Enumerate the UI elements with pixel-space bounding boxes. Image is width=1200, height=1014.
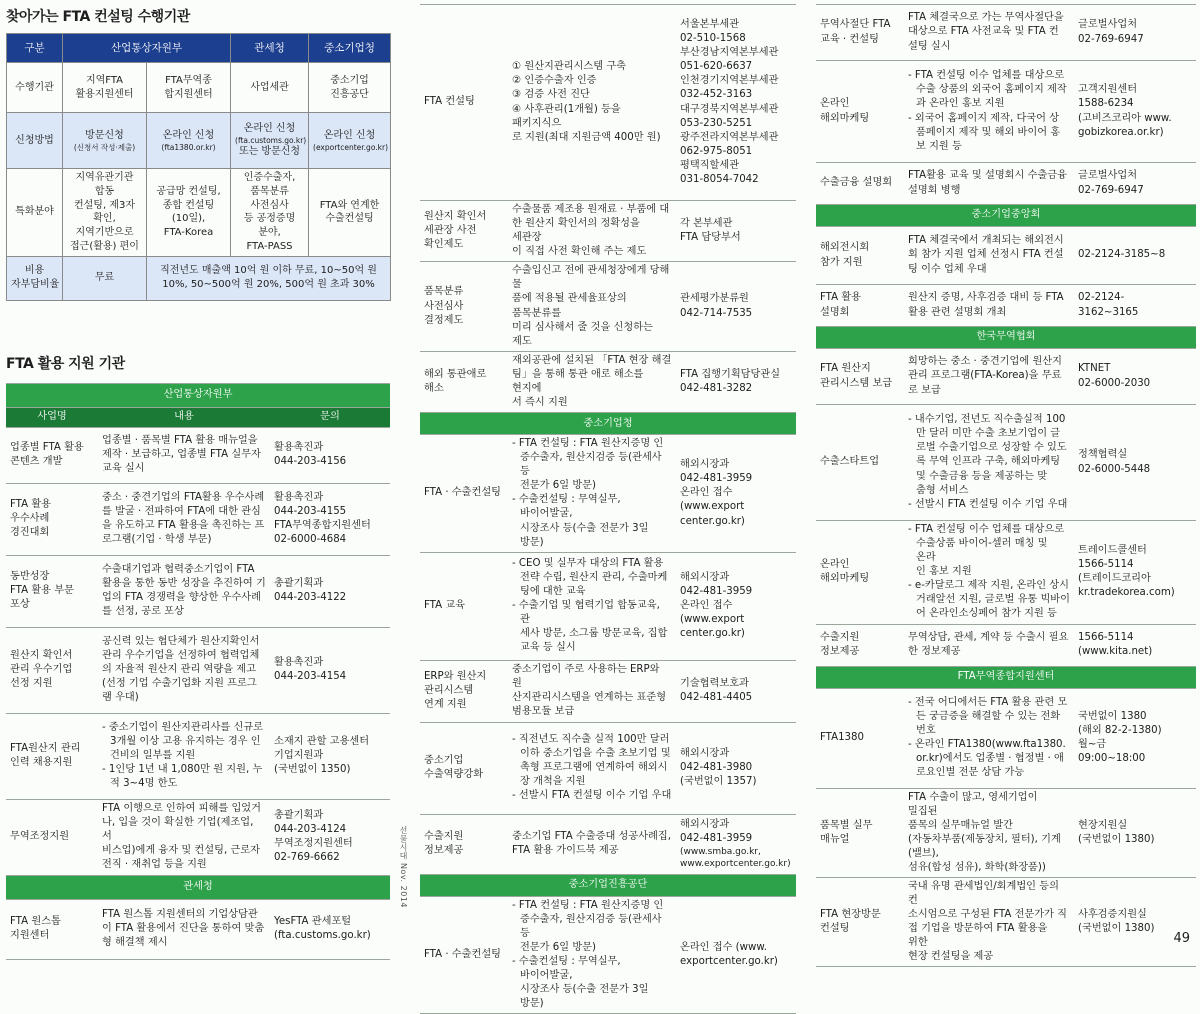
program-content: 무역상담, 관세, 계약 등 수출시 필요 한 정보제공 — [904, 624, 1074, 666]
program-content — [904, 688, 1074, 788]
band-smba: 중소기업청 — [420, 413, 796, 435]
program-contact: 총괄기획과 044-203-4124 무역조정지원센터 02-769-6662 — [270, 799, 390, 875]
bullet-item: - 외국어 홈페이지 제작, 다국어 상 품페이지 제작 및 해외 바이어 홍 보 지원 등 — [908, 112, 1061, 152]
cell: 직전년도 매출액 10억 원 이하 무료, 10~50억 원 10%, 50~500억 원 20%, 500억 원 초과 30% — [147, 256, 391, 300]
program-contact: 온라인 접수 (www. exportcenter.go.kr) — [676, 896, 796, 1014]
table-row — [816, 5, 1196, 61]
table-row — [816, 349, 1196, 405]
program-name: FTA원산지 관리 인력 채용지원 — [6, 713, 98, 799]
program-contact: 소재지 관할 고용센터 기업지원과 (국번없이 1350) — [270, 713, 390, 799]
program-content: FTA 수출이 많고, 영세기업이 밀집된 품목의 실무매뉴얼 발간 (자동차부품(제동장치, 필터), 기계(밸브), 섬유(합성 섬유), 화학(화장품)) — [904, 788, 1074, 877]
program-contact: 글로벌사업처 02-769-6947 — [1074, 5, 1196, 61]
program-name: FTA 교육 — [420, 552, 508, 660]
program-contact: 활용촉진과 044-203-4155 FTA무역종합지원센터 02-6000-4684 — [270, 483, 390, 555]
program-contact: 활용촉진과 044-203-4156 — [270, 427, 390, 483]
program-contact: 해외시장과 042-481-3959 온라인 접수 (www.export center.go.kr) — [676, 435, 796, 553]
program-content: FTA활용 교육 및 설명회시 수출금융 설명회 병행 — [904, 163, 1074, 205]
program-name: FTA1380 — [816, 688, 904, 788]
program-name: 해외 통관애로 해소 — [420, 351, 508, 412]
program-contact: 글로벌사업처 02-769-6947 — [1074, 163, 1196, 205]
bullet-text: 수출컨설팅 : 무역실무, 바이어발굴, 시장조사 등(수출 전문가 3일 방문) — [518, 956, 649, 1010]
step-item: ④ 사후관리(1개월) 등을 패키지식으 로 지원(최대 지원금액 400만 원) — [512, 103, 661, 143]
table-row — [420, 201, 796, 262]
header-smba: 중소기업청 — [309, 34, 391, 63]
table-row — [420, 896, 796, 1014]
bullet-text: e-카달로그 제작 지원, 온라인 상시 거래알선 지원, 글로벌 유통 빅바이 어 온라인소싱페어 참가 지원 등 — [914, 580, 1070, 620]
program-contact: 기술협력보호과 042-481-4405 — [676, 660, 796, 722]
band-customs: 관세청 — [6, 875, 390, 899]
bullet-text: 온라인 FTA1380(www.fta1380. or.kr)에서도 업종별 · 협정별 · 애 로요인별 전문 상담 가능 — [914, 739, 1066, 779]
bullet-text: 내수기업, 전년도 직수출실적 100 만 달러 미만 수출 초보기업이 글 로벌 수출기업으로 성장할 수 있도 록 무역 인프라 구축, 해외마케팅 및 수출금융 등을 제공하는 맞 춤형 서비스 — [914, 414, 1067, 496]
cell — [231, 113, 309, 169]
bullet-text: FTA 컨설팅 : FTA 원산지증명 인 증수출자, 원산지검증 등(관세사 등 전문가 6일 방문) — [518, 899, 664, 953]
apply-method: 온라인 신청 — [323, 130, 376, 142]
bullet-item: - FTA 컨설팅 : FTA 원산지증명 인 증수출자, 원산지검증 등(관세사 등 전문가 6일 방문) — [512, 899, 664, 953]
row-label: 특화분야 — [7, 169, 63, 257]
bullet-text: FTA 컨설팅 이수 업체를 대상으로 수출상품 바이어-셀러 매칭 및 온라 인 홍보 지원 — [914, 524, 1065, 578]
bullet-item: - 전국 어디에서든 FTA 활용 관련 모 든 궁금증을 해결할 수 있는 전화 번호 — [908, 696, 1068, 736]
band-row — [420, 413, 796, 435]
bullet-item: - 1인당 1년 내 1,080만 원 지원, 누 적 3~4명 한도 — [102, 764, 263, 790]
table-row — [816, 405, 1196, 521]
program-contact: 각 본부세관 FTA 담당부서 — [676, 201, 796, 262]
program-name: FTA 현장방문 컨설팅 — [816, 878, 904, 967]
table-row — [420, 435, 796, 553]
table-row-apply — [7, 113, 391, 169]
program-name: FTA · 수출컨설팅 — [420, 896, 508, 1014]
bullet-text: CEO 및 실무자 대상의 FTA 활용 전략 수립, 원산지 관리, 수출마케 팅에 대한 교육 — [518, 557, 668, 598]
section2-title: FTA 활용 지원 기관 — [6, 355, 125, 372]
cell: 지역유관기관 합동 컨설팅, 제3자 확인,지역기반으로 접근(활용) 편이 — [63, 169, 147, 257]
program-name: 수출스타트업 — [816, 405, 904, 521]
program-content: 수출대기업과 협력중소기업이 FTA 활용을 통한 동반 성장을 추진하여 기 업의 FTA 경쟁력을 향상한 우수사례 를 선정, 공로 포상 — [98, 555, 270, 627]
program-contact: 고객지원센터 1588-6234 (고비즈코리아 www. gobizkorea.or.kr) — [1074, 61, 1196, 163]
middle-column — [420, 4, 796, 1014]
program-name: 품목별 실무 매뉴얼 — [816, 788, 904, 877]
program-content — [904, 521, 1074, 625]
bullet-text: 선발시 FTA 컨설팅 이수 기업 우대 — [914, 498, 1068, 510]
program-name: 수출지원 정보제공 — [420, 814, 508, 874]
program-name: 해외전시회 참가 지원 — [816, 227, 904, 285]
program-content — [508, 5, 676, 201]
program-content: FTA 체결국으로 가는 무역사절단을 대상으로 FTA 사전교육 및 FTA 컨 설팅 실시 — [904, 5, 1074, 61]
bullet-item: - 선발시 FTA 컨설팅 이수 기업 우대 — [908, 498, 1068, 510]
program-content — [508, 896, 676, 1014]
program-content: 중소 · 중견기업의 FTA활용 우수사례 를 발굴 · 전파하여 FTA에 대한 관심 을 유도하고 FTA 활용을 촉진하는 프 로그램(기업 · 학생 부문) — [98, 483, 270, 555]
bullet-text: 전국 어디에서든 FTA 활용 관련 모 든 궁금증을 해결할 수 있는 전화 번호 — [914, 696, 1068, 736]
program-contact: 국번없이 1380 (해외 82-2-1380) 월~금 09:00~18:00 — [1074, 688, 1196, 788]
program-content: FTA 체결국에서 개최되는 해외전시 회 참가 지원 업체 선정시 FTA 컨설 팅 이수 업체 우대 — [904, 227, 1074, 285]
program-contact: KTNET 02-6000-2030 — [1074, 349, 1196, 405]
bullet-text: FTA 컨설팅 : FTA 원산지증명 인 증수출자, 원산지검증 등(관세사 등 전문가 6일 방문) — [518, 438, 664, 492]
program-name: 업종별 FTA 활용 콘텐츠 개발 — [6, 427, 98, 483]
program-name: 품목분류 사전심사 결정제도 — [420, 262, 508, 351]
bullet-item: - FTA 컨설팅 : FTA 원산지증명 인 증수출자, 원산지검증 등(관세사 등 전문가 6일 방문) — [512, 438, 664, 492]
step-item: ② 인증수출자 인증 — [512, 75, 597, 87]
table-row — [816, 521, 1196, 625]
program-name: 원산지 확인서 관리 우수기업 선정 지원 — [6, 627, 98, 713]
table-row — [420, 722, 796, 814]
table-row — [6, 899, 390, 959]
program-name: 무역사절단 FTA 교육 · 컨설팅 — [816, 5, 904, 61]
bullet-item: - FTA 컨설팅 이수 업체를 대상으로 수출 상품의 외국어 홈페이지 제작 과 온라인 홍보 지원 — [908, 70, 1067, 110]
program-name: 중소기업 수출역량강화 — [420, 722, 508, 814]
contact-text: 해외시장과 042-481-3959 — [680, 818, 753, 844]
program-content: FTA 원스톱 지원센터의 기업상담관 이 FTA 활용에서 진단을 통하여 맞춤 형 해결책 제시 — [98, 899, 270, 959]
program-content — [508, 552, 676, 660]
program-content: 국내 유명 관세법인/회계법인 등의 컨 소시엄으로 구성된 FTA 전문가가 직 접 기업을 방문하여 FTA 활용을 위한 현장 컨설팅을 제공 — [904, 878, 1074, 967]
band-row — [420, 874, 796, 896]
section1-title: 찾아가는 FTA 컨설팅 수행기관 — [6, 9, 190, 25]
program-contact: 1566-5114 (www.kita.net) — [1074, 624, 1196, 666]
table-row-feature — [7, 169, 391, 257]
program-content: 희망하는 중소 · 중견기업에 원산지 관리 프로그램(FTA-Korea)을 무료 로 보급 — [904, 349, 1074, 405]
cell: 무료 — [63, 256, 147, 300]
bullet-text: 외국어 홈페이지 제작, 다국어 상 품페이지 제작 및 해외 바이어 홍 보 지원 등 — [914, 112, 1061, 152]
program-contact: 서울본부세관 02-510-1568 부산경남지역본부세관 051-620-6637 인천경기지역본부세관 032-452-3163 대구경북지역본부세관 053-230-5251 광주전라지역본부세관 062-975-8051 평택직할세관 031-8054-7042 — [676, 5, 796, 201]
table-row — [816, 624, 1196, 666]
program-contact: 02-2124-3185~8 — [1074, 227, 1196, 285]
page-number: 49 — [1173, 931, 1190, 946]
step-item: ① 원산지관리시스템 구축 — [512, 61, 627, 73]
program-contact: 관세평가분류원 042-714-7535 — [676, 262, 796, 351]
table-row-cost — [7, 256, 391, 300]
band-fta-center: FTA무역종합지원센터 — [816, 666, 1196, 688]
cell: 사업세관 — [231, 63, 309, 113]
program-name: 온라인 해외마케팅 — [816, 61, 904, 163]
apply-note: (fta.customs.go.kr) — [235, 136, 307, 145]
program-contact — [676, 814, 796, 874]
table-row — [816, 285, 1196, 327]
apply-note: (신청서 작성·제출) — [73, 142, 136, 152]
program-name: FTA 원산지 관리시스템 보급 — [816, 349, 904, 405]
program-content: 업종별 · 품목별 FTA 활용 매뉴얼을 제작 · 보급하고, 업종별 FTA 실무자 교육 실시 — [98, 427, 270, 483]
band-row — [816, 205, 1196, 227]
apply-method-alt: 또는 방문신청 — [238, 146, 301, 157]
program-content — [904, 405, 1074, 521]
bullet-item: - 내수기업, 전년도 직수출실적 100 만 달러 미만 수출 초보기업이 글 로벌 수출기업으로 성장할 수 있도 록 무역 인프라 구축, 해외마케팅 및 수출금융 등을 제공하는 맞 춤형 서비스 — [908, 414, 1067, 496]
band-row — [6, 383, 390, 407]
band-row — [816, 666, 1196, 688]
program-name: 원산지 확인서 세관장 사전 확인제도 — [420, 201, 508, 262]
band-kita: 한국무역협회 — [816, 327, 1196, 349]
bullet-text: 수출기업 및 협력기업 합동교육, 관 세사 방문, 소그룹 방문교육, 집합 교육 등 실시 — [518, 600, 668, 654]
bullet-item: - 수출기업 및 협력기업 합동교육, 관 세사 방문, 소그룹 방문교육, 집합 교육 등 실시 — [512, 600, 668, 654]
header-category: 구분 — [7, 34, 63, 63]
table-row — [420, 262, 796, 351]
program-contact: 현장지원실 (국번없이 1380) — [1074, 788, 1196, 877]
table-row — [816, 61, 1196, 163]
program-content: FTA 이행으로 인하여 피해를 입었거 나, 입을 것이 확실한 기업(제조업, 서 비스업)에게 융자 및 컨설팅, 근로자 전직 · 재취업 등을 지원 — [98, 799, 270, 875]
program-contact: 활용촉진과 044-203-4154 — [270, 627, 390, 713]
bullet-item: - FTA 컨설팅 이수 업체를 대상으로 수출상품 바이어-셀러 매칭 및 온라 인 홍보 지원 — [908, 524, 1065, 578]
program-name: FTA 활용 설명회 — [816, 285, 904, 327]
bullet-item: - 수출컨설팅 : 무역실무, 바이어발굴, 시장조사 등(수출 전문가 3일 방문) — [512, 494, 649, 548]
cell: 지역FTA 활용지원센터 — [63, 63, 147, 113]
table-row — [816, 163, 1196, 205]
contact-url: (www.smba.go.kr, www.exportcenter.go.kr) — [680, 846, 791, 870]
col-header-contact: 문의 — [270, 407, 390, 427]
program-contact: 총괄기획과 044-203-4122 — [270, 555, 390, 627]
table-row — [420, 5, 796, 201]
bullet-item: - e-카달로그 제작 지원, 온라인 상시 거래알선 지원, 글로벌 유통 빅바이 어 온라인소싱페어 참가 지원 등 — [908, 580, 1070, 620]
table-row — [6, 555, 390, 627]
program-content: 중소기업이 주로 사용하는 ERP와 원 산지관리시스템을 연계하는 표준형 범용모듈 보급 — [508, 660, 676, 722]
program-content: 원산지 증명, 사후검증 대비 등 FTA 활용 관련 설명회 개최 — [904, 285, 1074, 327]
table-row — [420, 351, 796, 412]
cell: 중소기업 진흥공단 — [309, 63, 391, 113]
program-name: 수출금융 설명회 — [816, 163, 904, 205]
apply-method: 온라인 신청 — [243, 123, 296, 135]
step-item: ③ 검증 사전 진단 — [512, 89, 590, 101]
bullet-text: 1인당 1년 내 1,080만 원 지원, 누 적 3~4명 한도 — [108, 764, 263, 790]
customs-continued-table — [420, 4, 796, 1014]
program-contact: 해외시장과 042-481-3980 (국번없이 1357) — [676, 722, 796, 814]
support-agency-table — [6, 383, 390, 960]
right-column — [816, 4, 1196, 967]
table-row — [420, 814, 796, 874]
program-contact: YesFTA 관세포털 (fta.customs.go.kr) — [270, 899, 390, 959]
program-contact: 정책협력실 02-6000-5448 — [1074, 405, 1196, 521]
col-header-content: 내용 — [98, 407, 270, 427]
bullet-item: - 중소기업이 원산지관리사를 신규로 3개월 이상 고용 유지하는 경우 인 건비의 일부를 지원 — [102, 722, 264, 762]
program-contact: 해외시장과 042-481-3959 온라인 접수 (www.export center.go.kr) — [676, 552, 796, 660]
table-row — [816, 688, 1196, 788]
program-content: 공신력 있는 협단체가 원산지확인서 관리 우수기업을 선정하여 협력업체 의 자율적 원산지 관리 역량을 제고 (선정 기업 수출기업화 지원 프로그 램 우대) — [98, 627, 270, 713]
column-header-row — [6, 407, 390, 427]
bullet-text: FTA 컨설팅 이수 업체를 대상으로 수출 상품의 외국어 홈페이지 제작 과 온라인 홍보 지원 — [914, 70, 1067, 110]
cell: 공급망 컨설팅, 종합 컨설팅(10일), FTA-Korea — [147, 169, 231, 257]
consulting-agency-table — [6, 33, 391, 301]
program-contact: 트레이드콜센터 1566-5114 (트레이드코리아 kr.tradekorea.com) — [1074, 521, 1196, 625]
bullet-text: 직전년도 직수출 실적 100만 달러 이하 중소기업을 수출 초보기업 및 촉형 프로그램에 연계하여 해외시 장 개척을 지원 — [518, 734, 671, 788]
bullet-text: 중소기업이 원산지관리사를 신규로 3개월 이상 고용 유지하는 경우 인 건비의 일부를 지원 — [108, 722, 264, 762]
bullet-item: - 선발시 FTA 컨설팅 이수 기업 우대 — [512, 790, 672, 802]
right-support-table — [816, 4, 1196, 967]
table-row — [6, 483, 390, 555]
cell — [147, 113, 231, 169]
program-name: 온라인 해외마케팅 — [816, 521, 904, 625]
program-content — [508, 435, 676, 553]
band-row — [816, 327, 1196, 349]
col-header-name: 사업명 — [6, 407, 98, 427]
header-motie: 산업통상자원부 — [63, 34, 231, 63]
program-content: 재외공관에 설치된 「FTA 현장 해결 팀」을 통해 통관 애로 해소를 현지에 서 즉시 지원 — [508, 351, 676, 412]
row-label: 비용 자부담비율 — [7, 256, 63, 300]
table-row — [6, 427, 390, 483]
issue-note: 선물시대 Nov. 2014 — [399, 826, 408, 908]
program-name: 동반성장 FTA 활용 부문 포상 — [6, 555, 98, 627]
apply-method: 온라인 신청 — [162, 130, 215, 142]
cell: FTA무역종 합지원센터 — [147, 63, 231, 113]
cell — [63, 113, 147, 169]
table-row — [6, 713, 390, 799]
apply-note: (exportcenter.go.kr) — [313, 142, 389, 152]
bullet-item: - 직전년도 직수출 실적 100만 달러 이하 중소기업을 수출 초보기업 및 촉형 프로그램에 연계하여 해외시 장 개척을 지원 — [512, 734, 671, 788]
program-contact: 02-2124- 3162~3165 — [1074, 285, 1196, 327]
program-content — [904, 61, 1074, 163]
bullet-item: - 온라인 FTA1380(www.fta1380. or.kr)에서도 업종별 · 협정별 · 애 로요인별 전문 상담 가능 — [908, 739, 1066, 779]
band-kbiz: 중소기업중앙회 — [816, 205, 1196, 227]
program-content: 수출입신고 전에 관세청장에게 당해 물 품에 적용될 관세율표상의 품목분류를 미리 심사해서 줄 것을 신청하는 제도 — [508, 262, 676, 351]
bullet-item: - CEO 및 실무자 대상의 FTA 활용 전략 수립, 원산지 관리, 수출마케 팅에 대한 교육 — [512, 557, 668, 598]
cell: FTA와 연계한 수출컨설팅 — [309, 169, 391, 257]
table-row — [420, 552, 796, 660]
program-name: ERP와 원산지 관리시스템 연계 지원 — [420, 660, 508, 722]
table-row — [816, 227, 1196, 285]
program-content — [98, 713, 270, 799]
bullet-item: - 수출컨설팅 : 무역실무, 바이어발굴, 시장조사 등(수출 전문가 3일 방문) — [512, 956, 649, 1010]
program-contact: FTA 집행기획담당관실 042-481-3282 — [676, 351, 796, 412]
band-row — [6, 875, 390, 899]
bullet-text: 선발시 FTA 컨설팅 이수 기업 우대 — [518, 790, 672, 802]
program-name: 무역조정지원 — [6, 799, 98, 875]
band-motie: 산업통상자원부 — [6, 383, 390, 407]
program-content — [508, 722, 676, 814]
program-content: 수출물품 제조용 원재료 · 부품에 대 한 원산지 확인서의 정확성을 세관장 이 직접 사전 확인해 주는 제도 — [508, 201, 676, 262]
apply-note: (fta1380.or.kr) — [161, 142, 216, 152]
bullet-text: 수출컨설팅 : 무역실무, 바이어발굴, 시장조사 등(수출 전문가 3일 방문) — [518, 494, 649, 548]
left-column — [6, 0, 390, 960]
table-row-agency — [7, 63, 391, 113]
table-row — [6, 627, 390, 713]
apply-method: 방문신청 — [85, 130, 124, 142]
table-row — [816, 788, 1196, 877]
program-name: FTA 컨설팅 — [420, 5, 508, 201]
band-sbc: 중소기업진흥공단 — [420, 874, 796, 896]
program-contact: 사후검증지원실 (국번없이 1380) — [1074, 878, 1196, 967]
row-label: 수행기관 — [7, 63, 63, 113]
header-customs: 관세청 — [231, 34, 309, 63]
program-name: 수출지원 정보제공 — [816, 624, 904, 666]
cell — [309, 113, 391, 169]
program-content: 중소기업 FTA 수출증대 성공사례집, FTA 활용 가이드북 제공 — [508, 814, 676, 874]
table-header-row — [7, 34, 391, 63]
table-row — [6, 799, 390, 875]
row-label: 신청방법 — [7, 113, 63, 169]
cell: 인증수출자, 품목분류 사전심사 등 공정증명 분야, FTA-PASS — [231, 169, 309, 257]
program-name: FTA 원스톱 지원센터 — [6, 899, 98, 959]
table-row — [420, 660, 796, 722]
program-name: FTA 활용 우수사례 경진대회 — [6, 483, 98, 555]
program-name: FTA · 수출컨설팅 — [420, 435, 508, 553]
